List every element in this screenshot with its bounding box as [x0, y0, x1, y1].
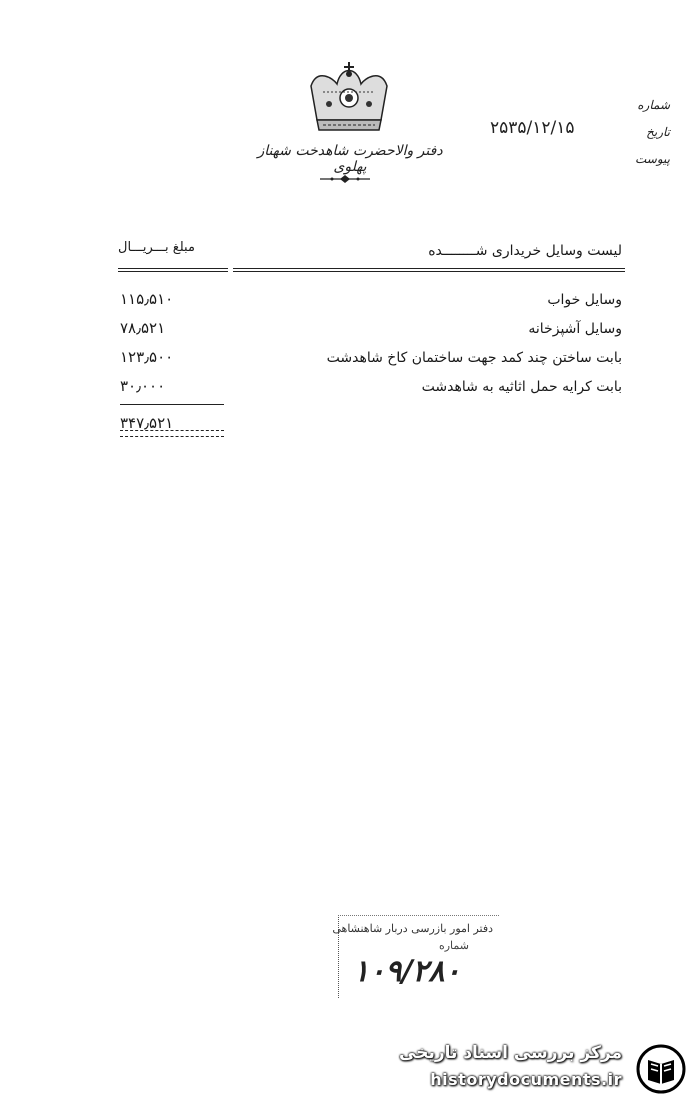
footer-site-url: historydocuments.ir — [430, 1070, 622, 1089]
total-double-rule — [120, 430, 224, 437]
footer-title-fa: مرکز بررسی اسناد تاریخی — [399, 1043, 622, 1063]
item-amount: ۷۸٫۵۲۱ — [120, 319, 166, 337]
sum-rule — [120, 404, 224, 405]
letter-date: ۲۵۳۵/۱۲/۱۵ — [490, 118, 575, 138]
meta-label-number: شماره — [637, 98, 670, 112]
total-amount: ۳۴۷٫۵۲۱ — [120, 414, 174, 432]
meta-label-date: تاریخ — [646, 125, 670, 139]
item-description: بابت کرایه حمل اثاثیه به شاهدشت — [421, 379, 622, 395]
item-amount: ۱۲۳٫۵۰۰ — [120, 348, 174, 366]
amount-header-rule — [118, 268, 228, 272]
divider-ornament-icon — [318, 174, 372, 184]
meta-labels — [630, 92, 670, 173]
item-amount: ۳۰٫۰۰۰ — [120, 377, 166, 395]
meta-label-attachment: پیوست — [635, 152, 670, 166]
court-title: دفتر والاحضرت شاهدخت شهناز پهلوی — [257, 143, 443, 175]
list-title: لیست وسایل خریداری شــــــــده — [428, 243, 622, 259]
item-description: بابت ساختن چند کمد جهت ساختمان کاخ شاهدشت — [326, 350, 622, 366]
item-description: وسایل خواب — [547, 292, 622, 308]
header-rule — [233, 268, 625, 272]
stamp-number: ۱۰۹/۲۸۰ — [353, 954, 461, 989]
stamp-number-label: شماره — [438, 939, 469, 952]
amount-column-header: مبلغ بـــریـــال — [118, 240, 195, 255]
item-description: وسایل آشپزخانه — [528, 321, 622, 337]
crown-emblem-icon — [303, 58, 395, 138]
footer-watermark — [400, 1040, 700, 1099]
stamp-office-text: دفتر امور بازرسی دربار شاهنشاهی — [332, 922, 493, 935]
book-logo-icon — [636, 1044, 686, 1094]
inspection-stamp — [332, 915, 499, 998]
item-amount: ۱۱۵٫۵۱۰ — [120, 290, 174, 308]
